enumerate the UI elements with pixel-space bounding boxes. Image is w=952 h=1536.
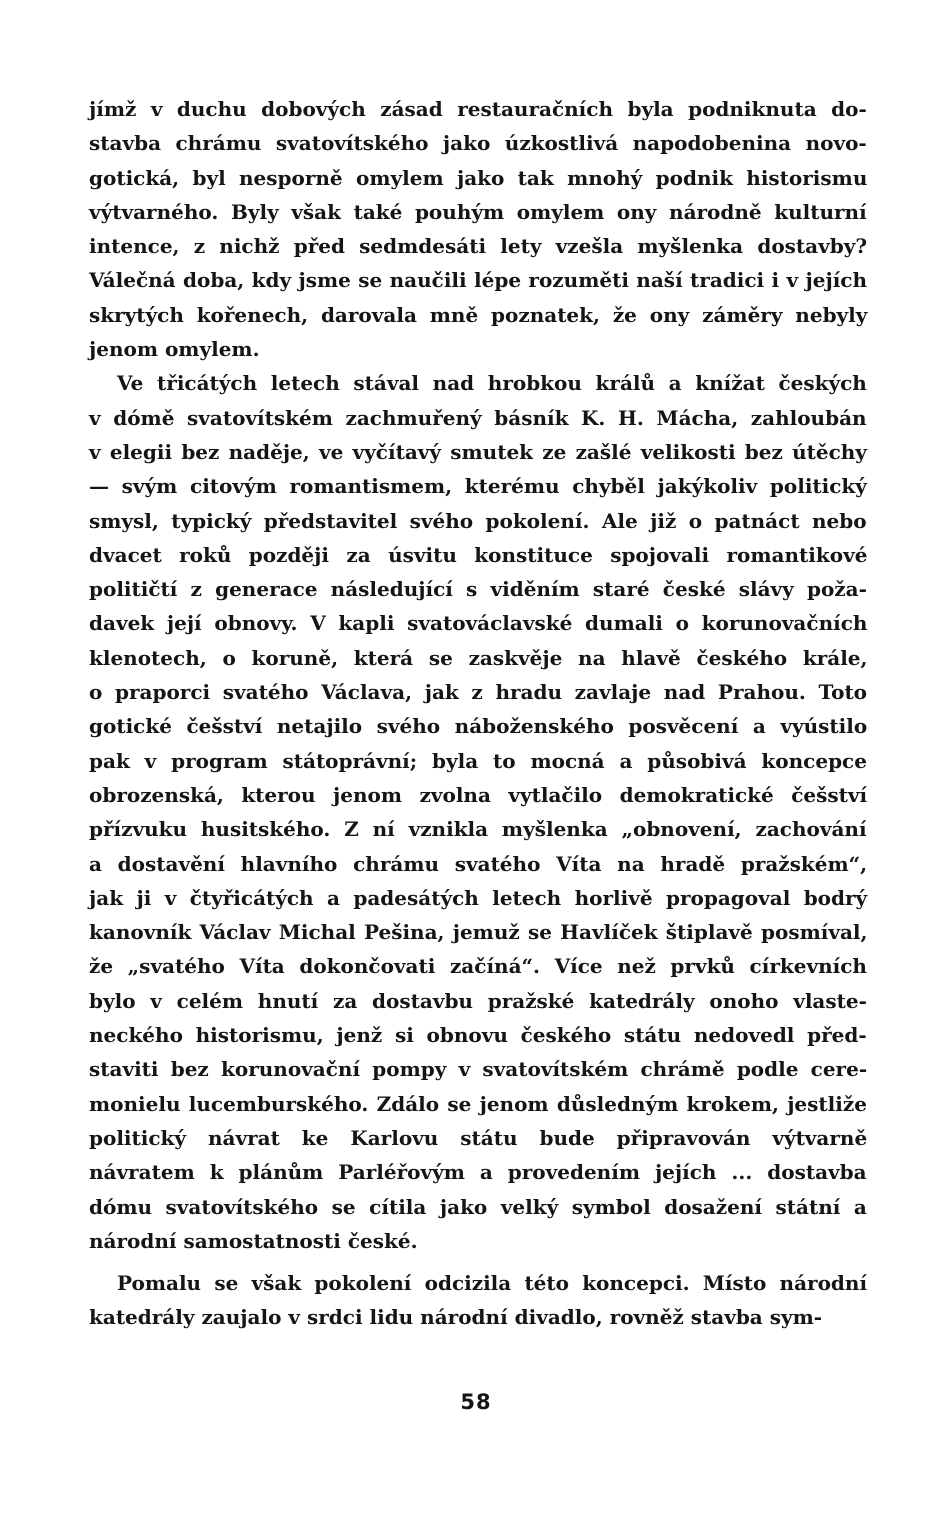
- text-line: gotické češství netajilo svého náboženského posvěcení a vyústilo: [89, 714, 868, 739]
- paragraph: [89, 1266, 867, 1335]
- text-line: dvacet roků později za úsvitu konstituce spojovali romantikové: [89, 542, 868, 567]
- text-line: že „svatého Víta dokončovati začíná“. Více než prvků církevních: [89, 954, 867, 979]
- text-line: národní samostatnosti české.: [89, 1228, 418, 1253]
- text-line: o praporci svatého Václava, jak z hradu zavlaje nad Prahou. Toto: [89, 680, 868, 705]
- text-line: Ve třicátých letech stával nad hrobkou králů a knížat českých: [117, 371, 867, 396]
- text-line: političtí z generace následující s viděním staré české slávy poža-: [89, 577, 867, 602]
- text-line: obrozenská, kterou jenom zvolna vytlačilo demokratické češství: [89, 782, 868, 807]
- text-line: stavba chrámu svatovítského jako úzkostlivá napodobenina novo-: [89, 131, 867, 156]
- text-line: katedrály zaujalo v srdci lidu národní divadlo, rovněž stavba sym-: [89, 1305, 823, 1330]
- paragraph: [89, 366, 867, 1258]
- text-line: bylo v celém hnutí za dostavbu pražské katedrály onoho vlaste-: [89, 988, 867, 1013]
- text-line: Pomalu se však pokolení odcizila této koncepci. Místo národní: [117, 1271, 868, 1296]
- text-line: smysl, typický představitel svého pokolení. Ale již o patnáct nebo: [89, 508, 867, 533]
- text-line: pak v program státoprávní; byla to mocná a působivá koncepce: [89, 748, 867, 773]
- body-text: [89, 92, 867, 1335]
- text-line: v elegii bez naděje, ve vyčítavý smutek ze zašlé velikosti bez útěchy: [89, 439, 867, 464]
- text-line: v dómě svatovítském zachmuřený básník K. H. Mácha, zahloubán: [89, 405, 867, 430]
- text-line: neckého historismu, jenž si obnovu českého státu nedovedl před-: [89, 1023, 867, 1048]
- text-line: gotická, byl nesporně omylem jako tak mnohý podnik historismu: [89, 165, 868, 190]
- text-line: výtvarného. Byly však také pouhým omylem ony národně kulturní: [89, 199, 867, 224]
- text-line: — svým citovým romantismem, kterému chyběl jakýkoliv politický: [89, 474, 867, 499]
- text-line: a dostavění hlavního chrámu svatého Víta na hradě pražském“,: [89, 851, 868, 876]
- text-line: jenom omylem.: [89, 337, 260, 362]
- text-line: dómu svatovítského se cítila jako velký symbol dosažení státní a: [89, 1194, 867, 1219]
- text-line: intence, z nichž před sedmdesáti lety vzešla myšlenka dostavby?: [89, 234, 868, 259]
- text-line: kanovník Václav Michal Pešina, jemuž se Havlíček štiplavě posmíval,: [89, 920, 868, 945]
- page-number: 58: [460, 1390, 492, 1414]
- text-line: staviti bez korunovační pompy v svatovítském chrámě podle cere-: [89, 1057, 868, 1082]
- text-line: přízvuku husitského. Z ní vznikla myšlenka „obnovení, zachování: [89, 817, 867, 842]
- paragraph: [89, 92, 867, 366]
- text-line: skrytých kořenech, darovala mně poznatek, že ony záměry nebyly: [89, 302, 868, 327]
- text-line: klenotech, o koruně, která se zaskvěje na hlavě českého krále,: [89, 645, 868, 670]
- text-line: davek její obnovy. V kapli svatováclavské dumali o korunovačních: [89, 611, 868, 636]
- text-line: monielu lucemburského. Zdálo se jenom důsledným krokem, jestliže: [89, 1091, 867, 1116]
- text-line: politický návrat ke Karlovu státu bude připravován výtvarně: [89, 1125, 868, 1150]
- text-line: návratem k plánům Parléřovým a provedením jejích ... dostavba: [89, 1160, 867, 1185]
- text-line: jímž v duchu dobových zásad restauračních byla podniknuta do-: [89, 97, 867, 121]
- text-line: Válečná doba, kdy jsme se naučili lépe rozuměti naší tradici i v jejích: [89, 268, 868, 293]
- text-line: jak ji v čtyřicátých a padesátých letech horlivě propagoval bodrý: [89, 885, 868, 910]
